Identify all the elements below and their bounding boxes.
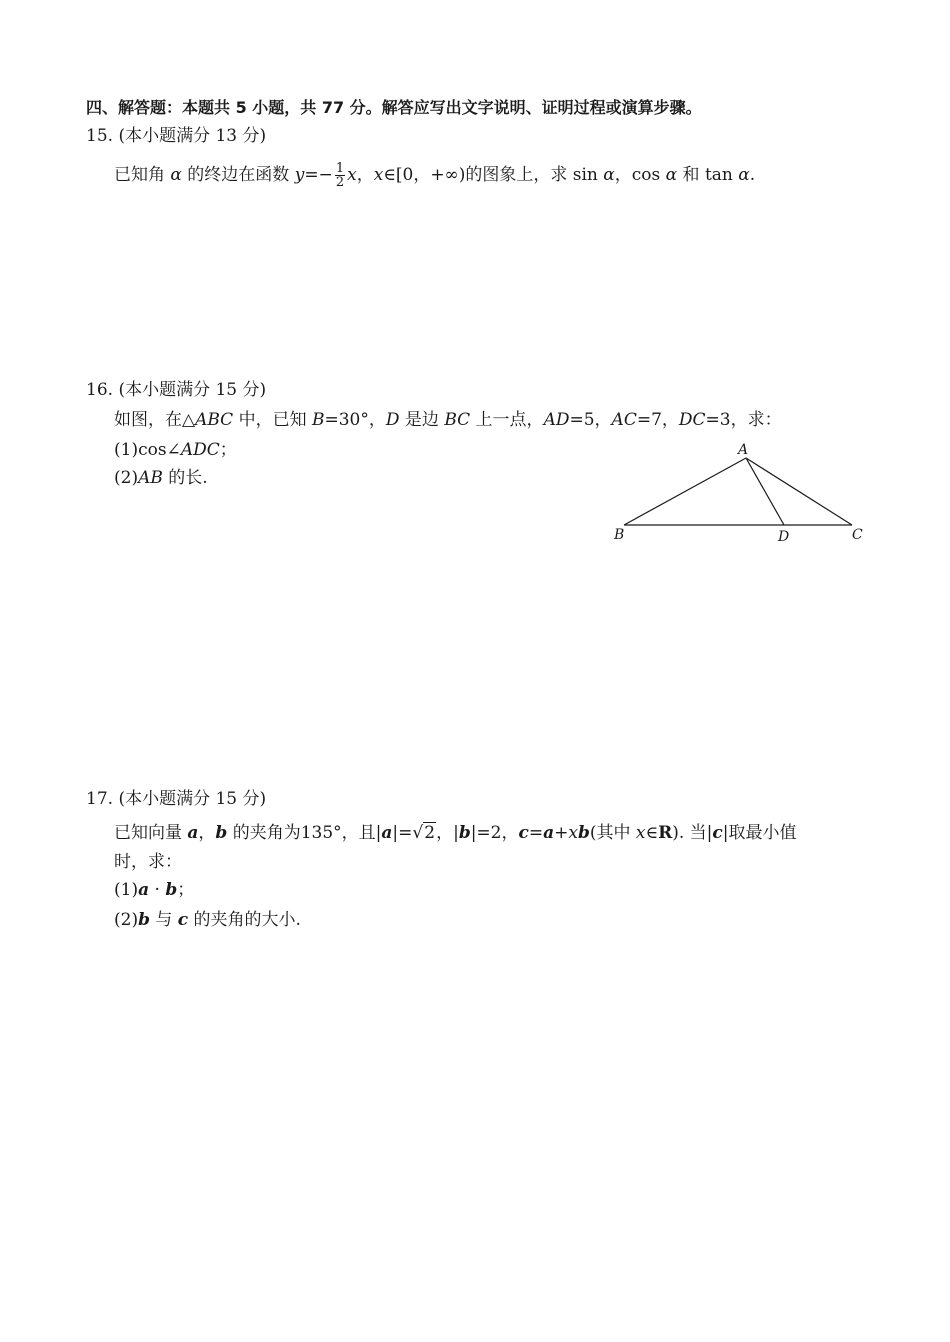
var-ab: AB	[138, 468, 163, 488]
text: (1)	[114, 880, 139, 900]
q15-stem	[114, 162, 755, 189]
var-alpha: α	[738, 165, 750, 185]
text: (其中	[589, 823, 636, 843]
q16-part1	[114, 440, 237, 460]
text: ，	[198, 823, 216, 843]
label-b: B	[614, 527, 625, 543]
q16-title: 16. (本小题满分 15 分)	[86, 380, 267, 400]
q16-part2	[114, 468, 208, 488]
text: ，cos	[614, 165, 666, 185]
vec-a: a	[381, 823, 393, 843]
label-a: A	[738, 442, 749, 458]
text: (2)	[114, 910, 139, 930]
text: 与	[149, 910, 178, 930]
text: 上一点，	[470, 410, 544, 430]
q16-stem	[114, 410, 782, 430]
sqrt-sign: √	[412, 823, 424, 843]
var-x: x	[635, 823, 646, 843]
set-r: R	[658, 823, 673, 843]
text: 的长.	[162, 468, 208, 488]
text: =	[528, 823, 544, 843]
var-b: B	[311, 410, 325, 430]
var-x: x	[347, 165, 357, 185]
text: ∈[0，+∞)	[383, 165, 466, 185]
label-d: D	[778, 529, 790, 545]
var-alpha: α	[665, 165, 678, 185]
text: |取最小值	[722, 823, 797, 843]
text: (1)cos∠	[114, 440, 181, 460]
triangle-figure	[600, 436, 880, 548]
text: +	[554, 823, 569, 843]
sqrt-value: 2	[424, 823, 436, 843]
var-abc: ABC	[195, 410, 234, 430]
vec-b: b	[215, 823, 228, 843]
section-header: 四、解答题：本题共 5 小题，共 77 分。解答应写出文字说明、证明过程或演算步骤。	[86, 98, 702, 117]
segment-ac	[746, 458, 852, 525]
text: |=	[392, 823, 413, 843]
text: (2)	[114, 468, 139, 488]
var-dc: DC	[678, 410, 706, 430]
var-x: x	[373, 165, 384, 185]
vec-b: b	[458, 823, 471, 843]
label-c: C	[852, 527, 863, 543]
text: ，	[356, 165, 374, 185]
text: 中，已知	[233, 410, 312, 430]
vec-a: a	[543, 823, 555, 843]
text: 如图，在△	[114, 410, 196, 430]
var-d: D	[385, 410, 400, 430]
vec-c: c	[712, 823, 723, 843]
vec-b: b	[577, 823, 590, 843]
q17-part2	[114, 910, 301, 930]
var-x: x	[568, 823, 578, 843]
fraction-one-half	[335, 162, 345, 189]
text: ·	[149, 880, 166, 900]
text: =3，求：	[705, 410, 782, 430]
segment-ab	[624, 458, 746, 525]
vec-c: c	[177, 910, 189, 930]
q17-title: 17. (本小题满分 15 分)	[86, 789, 267, 809]
text: =30°，	[324, 410, 386, 430]
var-alpha: α	[603, 165, 615, 185]
text: 的夹角为135°，且|	[227, 823, 382, 843]
text: 的夹角的大小.	[188, 910, 301, 930]
text: 是边	[399, 410, 445, 430]
q17-part1	[114, 880, 194, 900]
vec-c: c	[518, 823, 529, 843]
text: .	[749, 165, 756, 185]
text: 已知角	[114, 165, 171, 185]
var-y: y	[294, 165, 305, 185]
q17-line1	[114, 823, 797, 843]
q17-line2: 时，求：	[114, 852, 182, 872]
text: ∈	[645, 823, 659, 843]
vec-a: a	[138, 880, 150, 900]
text: ，|	[436, 823, 459, 843]
text: =5，	[569, 410, 612, 430]
text: 的终边在函数	[181, 165, 295, 185]
var-alpha: α	[170, 165, 182, 185]
text: =7，	[636, 410, 679, 430]
text: ；	[177, 880, 195, 900]
text: ). 当|	[672, 823, 713, 843]
text: =−	[304, 165, 333, 185]
var-bc: BC	[444, 410, 471, 430]
var-adc: ADC	[180, 440, 220, 460]
fraction-numerator: 1	[335, 161, 345, 176]
text: |=2，	[470, 823, 519, 843]
vec-b: b	[138, 910, 150, 930]
text: 的图象上，求 sin	[465, 165, 604, 185]
vec-b: b	[165, 880, 178, 900]
q15-title: 15. (本小题满分 13 分)	[86, 126, 267, 146]
fraction-denominator: 2	[335, 175, 345, 190]
text: 和 tan	[677, 165, 739, 185]
text: 已知向量	[114, 823, 188, 843]
vec-a: a	[187, 823, 199, 843]
var-ac: AC	[611, 410, 637, 430]
var-ad: AD	[543, 410, 570, 430]
segment-ad	[746, 458, 784, 525]
text: ；	[219, 440, 237, 460]
